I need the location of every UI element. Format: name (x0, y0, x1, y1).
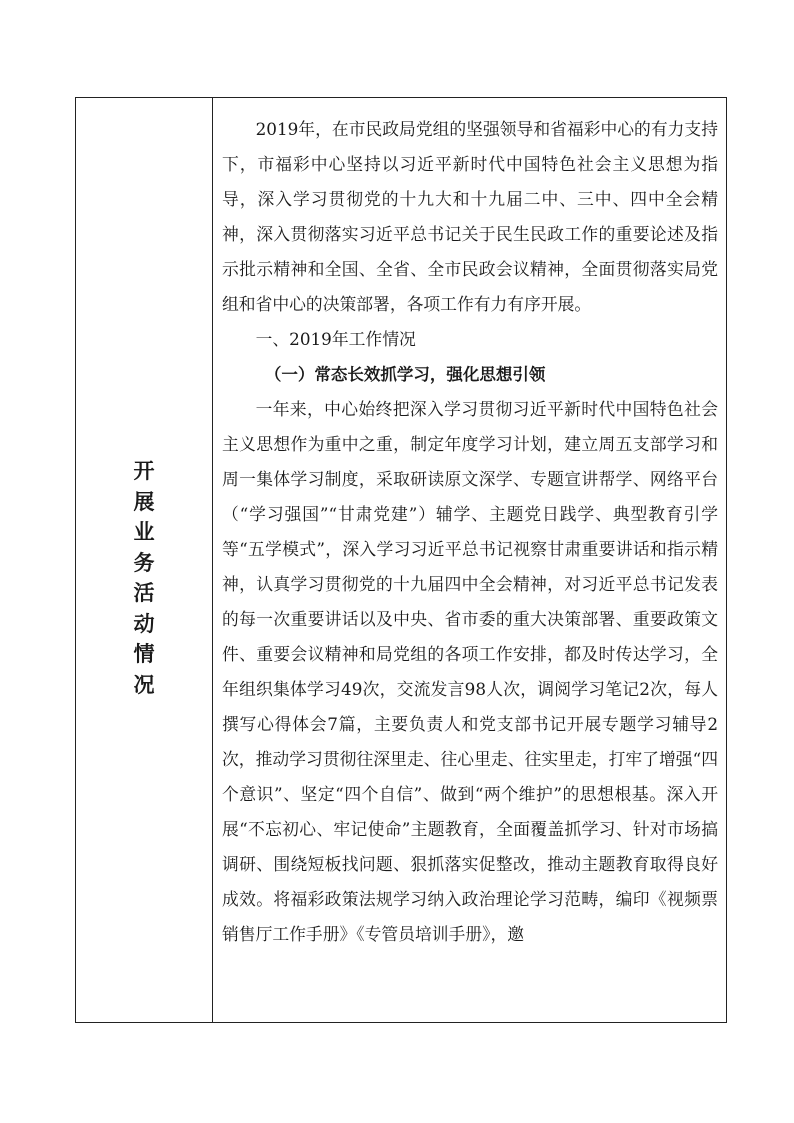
subsection-heading: （一）常态长效抓学习，强化思想引领 (264, 365, 546, 384)
side-label-char: 动 (133, 610, 155, 636)
side-label (131, 456, 157, 700)
section-heading: 一、2019年工作情况 (255, 329, 416, 349)
side-label-char: 业 (133, 519, 155, 544)
activity-form-table (75, 97, 727, 1023)
side-label-char: 活 (133, 580, 155, 605)
side-label-char: 务 (133, 549, 155, 575)
side-label-char: 展 (133, 488, 155, 514)
body-paragraph: 一年来，中心始终把深入学习贯彻习近平新时代中国特色社会主义思想作为重中之重，制定年度学习计划，建立周五支部学习和周一集体学习制度，采取研读原文深学、专题宣讲帮学、网络平台（“学习强国”“甘肃党建”）辅学、主题党日践学、典型教育引学等“五学模式”，深入学习习近平总书记视察甘肃重要讲话和指示精神，认真学习贯彻党的十九届四中全会精神，对习近平总书记发表的每一次重要讲话以及中央、省市委的重大决策部署、重要政策文件、重要会议精神和局党组的各项工作安排，都及时传达学习，全年组织集体学习49次，交流发言98人次，调阅学习笔记2次，每人撰写心得体会7篇，主要负责人和党支部书记开展专题学习辅导2次，推动学习贯彻往深里走、往心里走、往实里走，打牢了增强“四个意识”、坚定“四个自信”、做到“两个维护”的思想根基。深入开展“不忘初心、牢记使命”主题教育，全面覆盖抓学习、针对市场搞调研、围绕短板找问题、狠抓落实促整改，推动主题教育取得良好成效。将福彩政策法规学习纳入政治理论学习范畴，编印《视频票销售厅工作手册》《专管员培训手册》，邀 (222, 399, 718, 944)
side-label-char: 情 (133, 641, 155, 666)
content-cell (222, 112, 718, 952)
side-label-char: 开 (133, 458, 155, 483)
side-label-char: 况 (133, 671, 155, 697)
label-column (76, 98, 213, 1022)
intro-paragraph: 2019年，在市民政局党组的坚强领导和省福彩中心的有力支持下，市福彩中心坚持以习近平新时代中国特色社会主义思想为指导，深入学习贯彻党的十九大和十九届二中、三中、四中全会精神，深入贯彻落实习近平总书记关于民生民政工作的重要论述及指示批示精神和全国、全省、全市民政会议精神，全面贯彻落实局党组和省中心的决策部署，各项工作有力有序开展。 (222, 119, 718, 314)
